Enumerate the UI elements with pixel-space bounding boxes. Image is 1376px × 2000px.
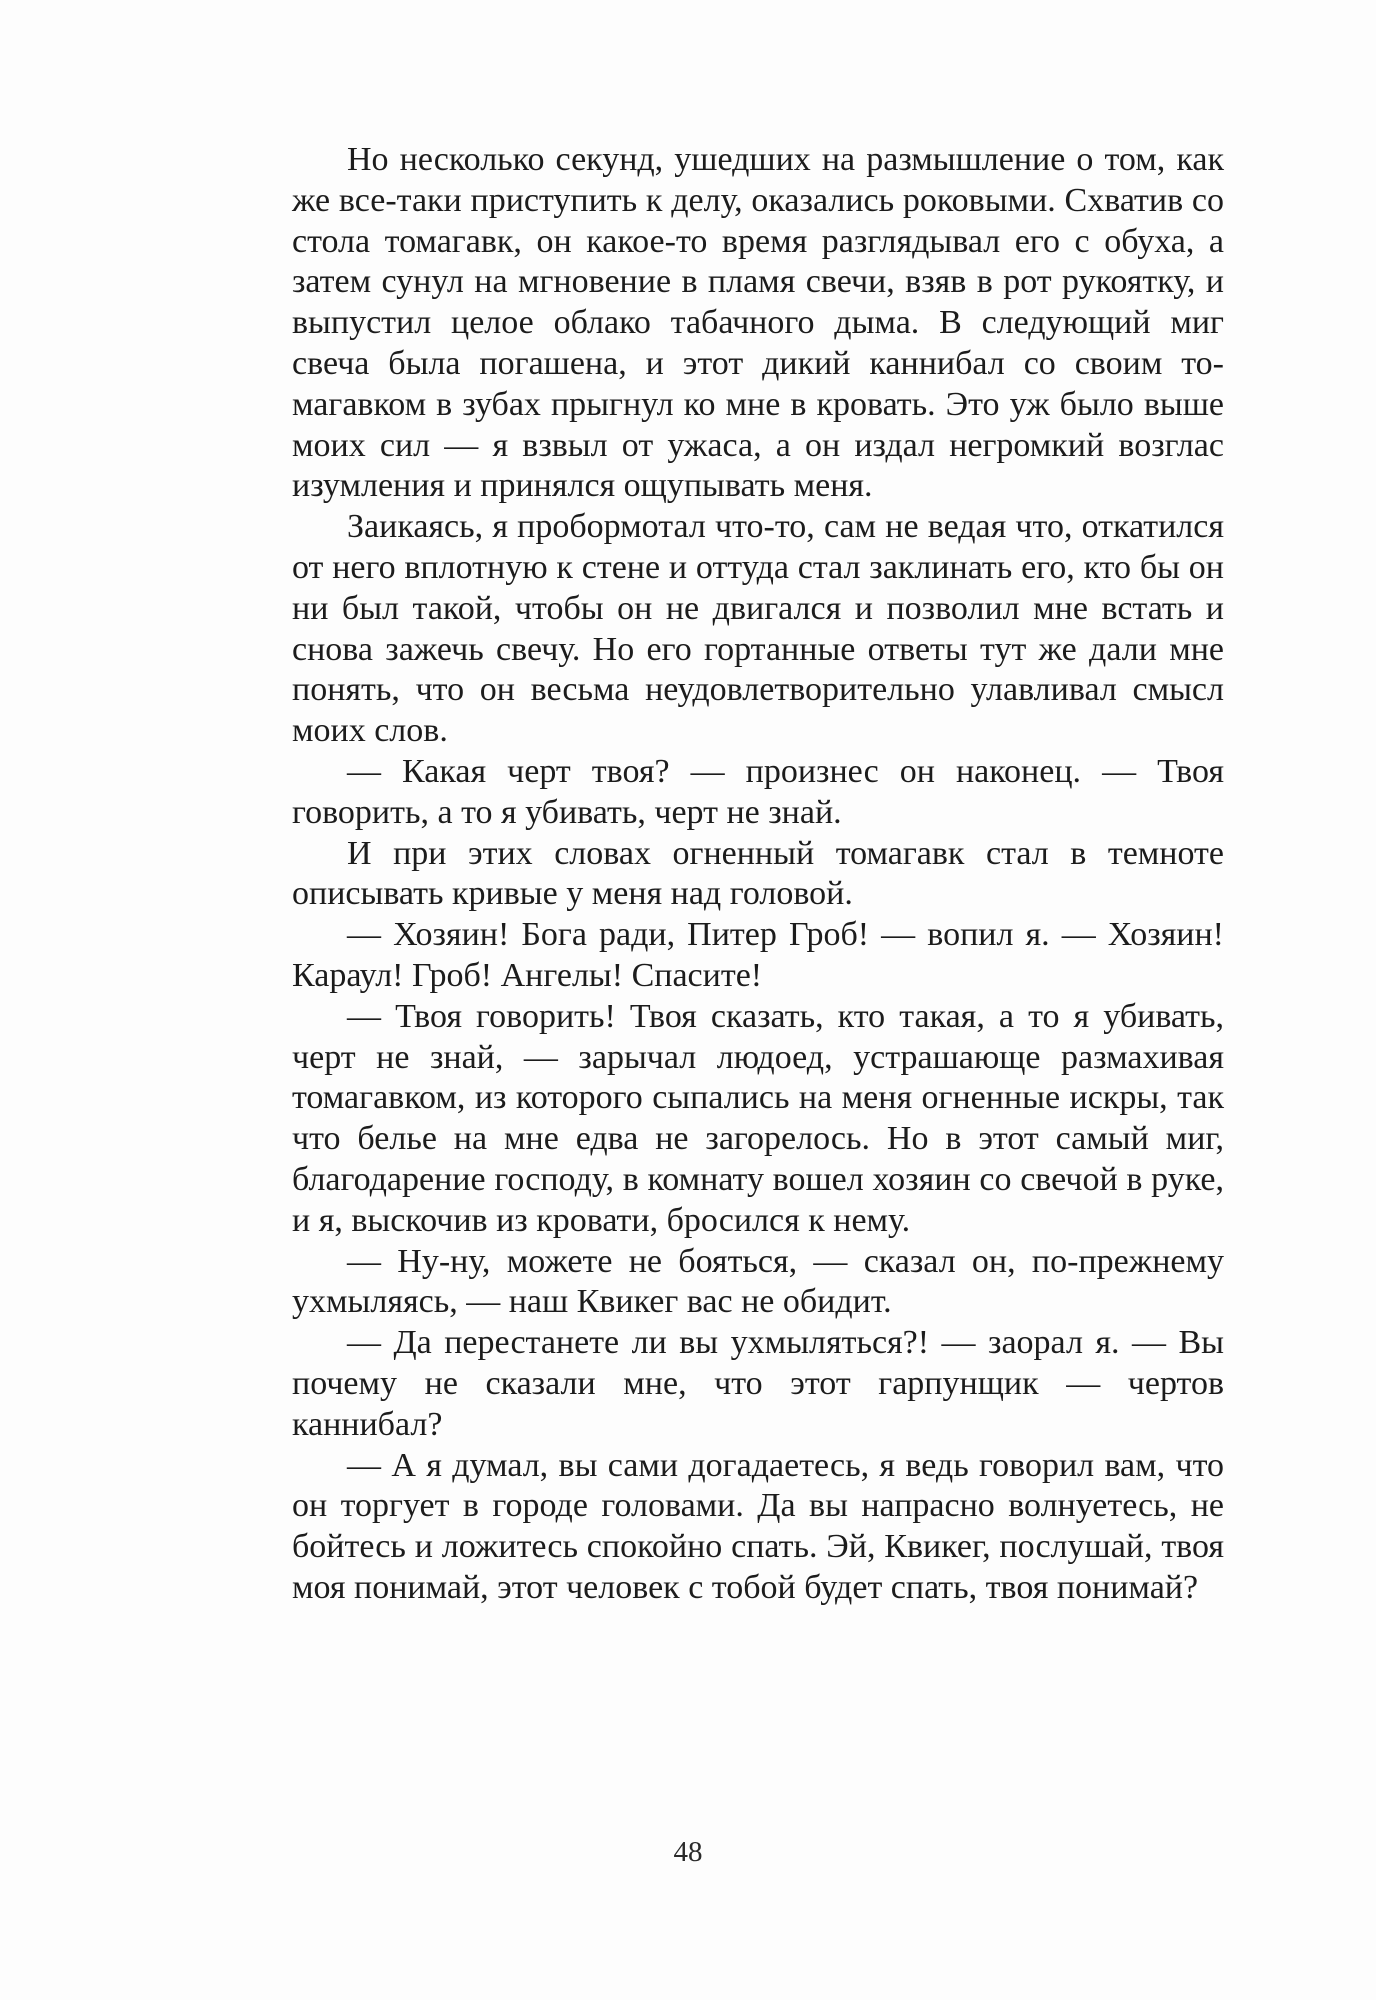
page-number: 48 bbox=[673, 1836, 703, 1868]
paragraph: — Да перестанете ли вы ухмыляться?! — заорал я. — Вы почему не сказали мне, что этот гарпунщик — чертов каннибал? bbox=[292, 1324, 1224, 1443]
paragraph: — Хозяин! Бога ради, Питер Гроб! — вопил я. — Хозяин! Караул! Гроб! Ангелы! Спасите! bbox=[292, 916, 1224, 994]
paragraph: — Какая черт твоя? — произнес он наконец. — Твоя говорить, а то я убивать, черт не знай. bbox=[292, 752, 1224, 831]
paragraph: — Ну-ну, можете не бояться, — сказал он, по-прежнему ухмыляясь, — наш Квикег вас не обидит. bbox=[292, 1242, 1224, 1321]
paragraph: — А я думал, вы сами догадаетесь, я ведь говорил вам, что он торгует в городе головами. Да вы напрасно волнуетесь, не бойтесь и ложитесь спокойно спать. Эй, Квикег, послушай, твоя моя понимай, этот человек с тобой будет спать, твоя понимай? bbox=[292, 1446, 1224, 1606]
paragraph: Заикаясь, я пробормотал что-то, сам не ведая что, откатился от него вплотную к стене и оттуда стал заклинать его, кто бы он ни был такой, чтобы он не двигался и позволил мне встать и снова зажечь свечу. Но его гортанные ответы тут же дали мне понять, что он весьма неудовлетворительно улавливал смысл моих слов. bbox=[292, 508, 1224, 750]
paragraph: Но несколько секунд, ушедших на размышление о том, как же все-таки приступить к делу, оказались роковыми. Схватив со стола томагавк, он какое-то время разглядывал его с обуха, а затем сунул на мгновение в пламя свечи, взяв в рот рукоятку, и выпустил целое облако табачного дыма. В следующий миг свеча была погашена, и этот дикий каннибал со своим томагавком в зубах прыгнул ко мне в кровать. Это уж было выше моих сил — я взвыл от ужаса, а он издал негромкий возглас изумления и принялся ощупывать меня. bbox=[292, 141, 1224, 505]
body-text bbox=[292, 140, 1224, 1609]
paragraph: — Твоя говорить! Твоя сказать, кто такая, а то я убивать, черт не знай, — зарычал людоед, устрашающе размахивая томагавком, из которого сыпались на меня огненные искры, так что белье на мне едва не загорелось. Но в этот самый миг, благодарение господу, в комнату вошел хозяин со свечой в руке, и я, выскочив из кровати, бросился к нему. bbox=[292, 997, 1224, 1239]
paragraph: И при этих словах огненный томагавк стал в темноте описывать кривые у меня над головой. bbox=[292, 834, 1224, 913]
